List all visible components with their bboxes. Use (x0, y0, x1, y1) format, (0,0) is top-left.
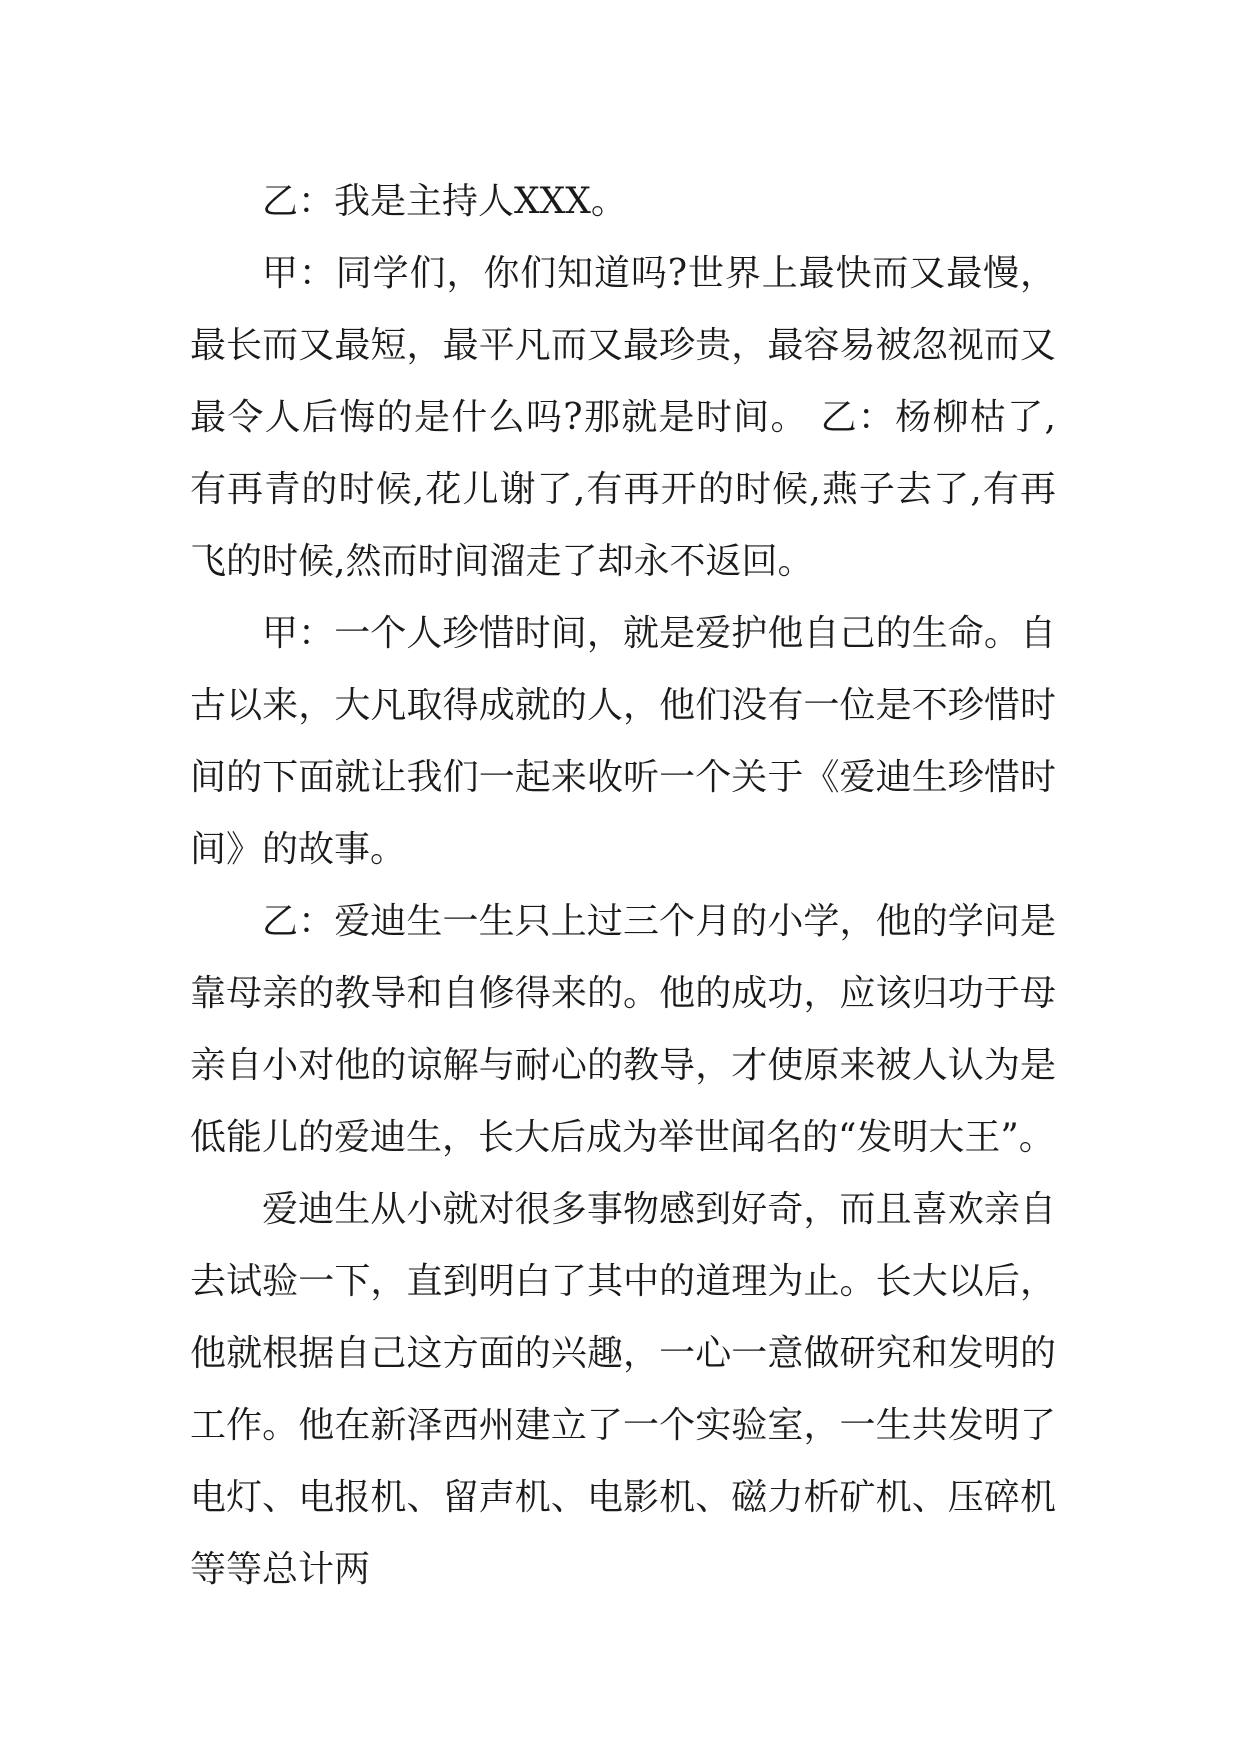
paragraph-host-intro: 乙：我是主持人XXX。 (262, 181, 627, 222)
paragraph-cherish-time: 甲：一个人珍惜时间，就是爱护他自己的生命。自古以来，大凡取得成就的人，他们没有一位是不珍惜时间的下面就让我们一起来收听一个关于《爱迪生珍惜时间》的故事。 (190, 613, 1056, 870)
document-body (190, 166, 1056, 1606)
paragraph-time-question: 甲：同学们，你们知道吗?世界上最快而又最慢，最长而又最短，最平凡而又最珍贵，最容易被忽视而又最令人后悔的是什么吗?那就是时间。 乙：杨柳枯了,有再青的时候,花儿谢了,有再开的时候,燕子去了,有再飞的时候,然而时间溜走了却永不返回。 (190, 253, 1056, 582)
paragraph-edison-inventions: 爱迪生从小就对很多事物感到好奇，而且喜欢亲自去试验一下，直到明白了其中的道理为止。长大以后，他就根据自己这方面的兴趣，一心一意做研究和发明的工作。他在新泽西州建立了一个实验室，一生共发明了电灯、电报机、留声机、电影机、磁力析矿机、压碎机等等总计两 (190, 1189, 1056, 1590)
paragraph-edison-education: 乙：爱迪生一生只上过三个月的小学，他的学问是靠母亲的教导和自修得来的。他的成功，应该归功于母亲自小对他的谅解与耐心的教导，才使原来被人认为是低能儿的爱迪生，长大后成为举世闻名的“发明大王”。 (190, 901, 1056, 1158)
